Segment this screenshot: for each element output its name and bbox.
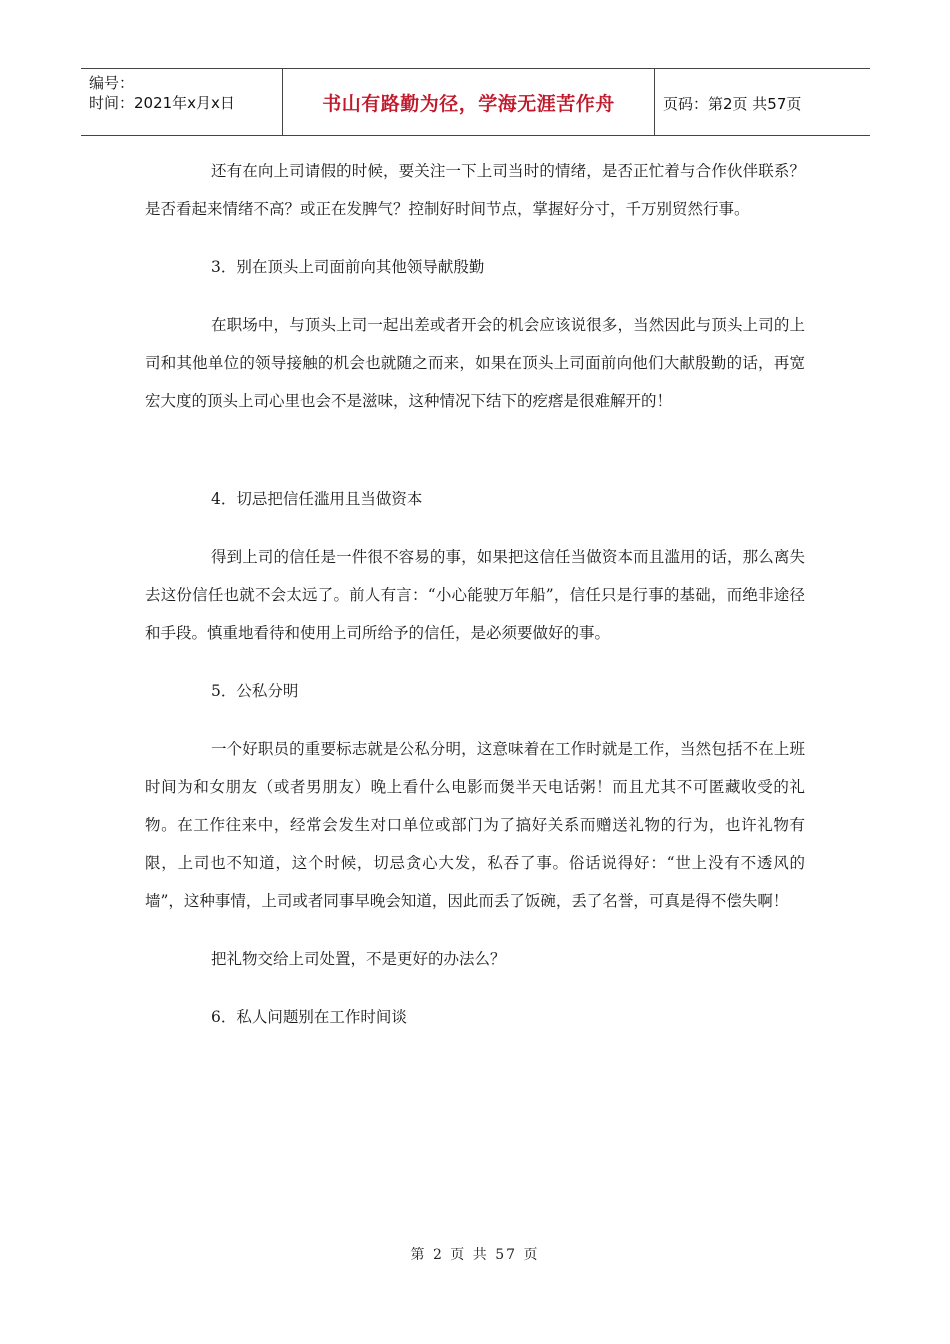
document-date: 时间：2021年x月x日 bbox=[89, 94, 235, 112]
body-paragraph: 一个好职员的重要标志就是公私分明，这意味着在工作时就是工作，当然包括不在上班时间为和女朋友（或者男朋友）晚上看什么电影而煲半天电话粥！而且尤其不可匿藏收受的礼物。在工作往来中，经常会发生对口单位或部门为了搞好关系而赠送礼物的行为，也许礼物有限，上司也不知道，这个时候，切忌贪心大发，私吞了事。俗话说得好：“世上没有不透风的墙”，这种事情，上司或者同事早晚会知道，因此而丢了饭碗，丢了名誉，可真是得不偿失啊！ bbox=[145, 740, 805, 910]
section-heading: 5．公私分明 bbox=[211, 682, 299, 700]
header-meta bbox=[89, 73, 279, 113]
page-header bbox=[81, 68, 870, 136]
header-page-info: 页码：第2页 共57页 bbox=[663, 95, 802, 113]
header-motto: 书山有路勤为径，学海无涯苦作舟 bbox=[322, 93, 615, 115]
section-heading: 3．别在顶头上司面前向其他领导献殷勤 bbox=[211, 258, 485, 276]
body-paragraph: 把礼物交给上司处置，不是更好的办法么？ bbox=[211, 950, 506, 968]
section-heading: 6．私人问题别在工作时间谈 bbox=[211, 1008, 407, 1026]
document-body bbox=[145, 152, 805, 1056]
header-divider bbox=[654, 69, 655, 135]
body-paragraph: 还有在向上司请假的时候，要关注一下上司当时的情绪，是否正忙着与合作伙伴联系？是否看起来情绪不高？或正在发脾气？控制好时间节点，掌握好分寸，千万别贸然行事。 bbox=[145, 162, 805, 218]
body-paragraph: 得到上司的信任是一件很不容易的事，如果把这信任当做资本而且滥用的话，那么离失去这份信任也就不会太远了。前人有言：“小心能驶万年船”，信任只是行事的基础，而绝非途径和手段。慎重地看待和使用上司所给予的信任，是必须要做好的事。 bbox=[145, 548, 805, 642]
section-heading: 4．切忌把信任滥用且当做资本 bbox=[211, 490, 423, 508]
body-paragraph: 在职场中，与顶头上司一起出差或者开会的机会应该说很多，当然因此与顶头上司的上司和其他单位的领导接触的机会也就随之而来，如果在顶头上司面前向他们大献殷勤的话，再宽宏大度的顶头上司心里也会不是滋味，这种情况下结下的疙瘩是很难解开的！ bbox=[145, 316, 805, 410]
page-footer: 第 2 页 共 57 页 bbox=[410, 1247, 540, 1263]
document-number-label: 编号： bbox=[89, 74, 135, 92]
